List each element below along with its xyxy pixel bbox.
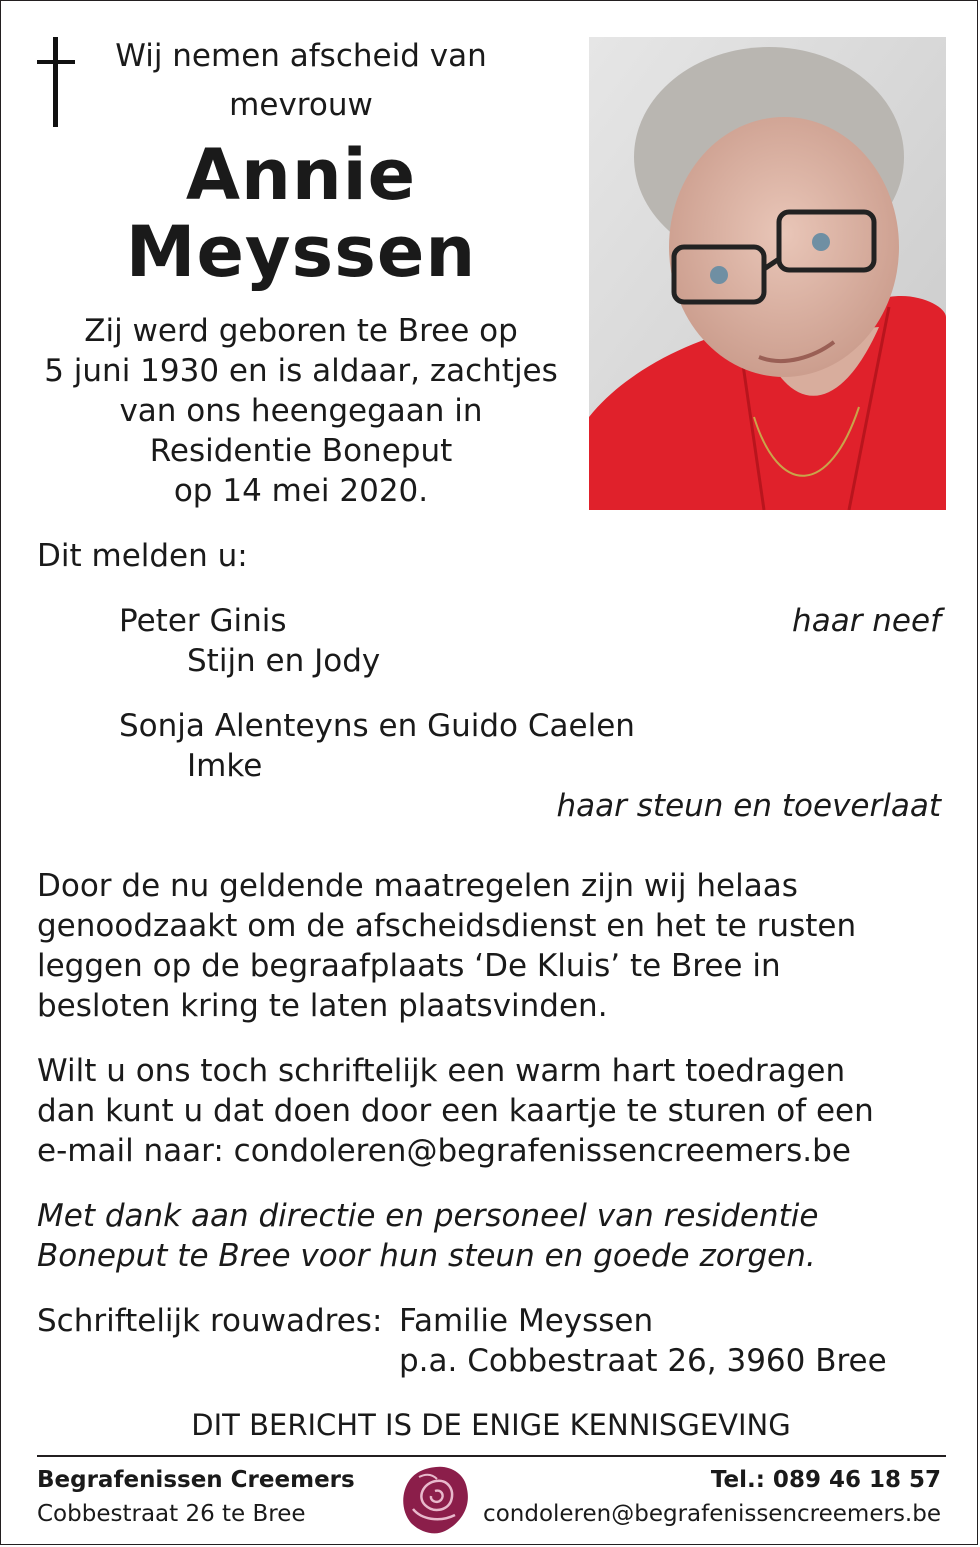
rose-logo-icon	[399, 1463, 473, 1539]
address-line: Familie Meyssen	[399, 1303, 654, 1339]
paragraph-line: leggen op de begraafplaats ‘De Kluis’ te Bree in	[37, 948, 781, 984]
paragraph-line: Wilt u ons toch schriftelijk een warm hart toedragen	[37, 1053, 846, 1089]
deceased-last-name: Meyssen	[125, 211, 477, 293]
funeral-home-name: Begrafenissen Creemers	[37, 1467, 355, 1493]
address-label: Schriftelijk rouwadres:	[37, 1303, 383, 1339]
portrait-photo	[589, 37, 946, 510]
family-relation: haar steun en toeverlaat	[556, 788, 941, 824]
family-member: Peter Ginis	[119, 603, 287, 639]
thanks-line: Boneput te Bree voor hun steun en goede zorgen.	[37, 1238, 816, 1274]
family-member: Sonja Alenteyns en Guido Caelen	[119, 708, 635, 744]
header-line-2: mevrouw	[229, 87, 373, 123]
intro-line: op 14 mei 2020.	[173, 473, 429, 509]
family-relation: haar neef	[792, 603, 941, 639]
paragraph-line: Door de nu geldende maatregelen zijn wij helaas	[37, 868, 798, 904]
paragraph-line: besloten kring te laten plaatsvinden.	[37, 988, 608, 1024]
paragraph-line: genoodzaakt om de afscheidsdienst en het te rusten	[37, 908, 857, 944]
intro-line: van ons heengegaan in	[119, 393, 483, 429]
announce-text: Dit melden u:	[37, 538, 248, 574]
funeral-home-street: Cobbestraat 26 te Bree	[37, 1501, 306, 1527]
intro-line: Zij werd geboren te Bree op	[84, 313, 518, 349]
footer-divider	[37, 1455, 946, 1457]
funeral-home-email: condoleren@begrafenissencreemers.be	[483, 1501, 941, 1527]
deceased-first-name: Annie	[185, 134, 417, 216]
family-member: Imke	[187, 748, 263, 784]
funeral-home-phone: Tel.: 089 46 18 57	[710, 1467, 941, 1493]
thanks-line: Met dank aan directie en personeel van residentie	[37, 1198, 819, 1234]
notice-text: DIT BERICHT IS DE ENIGE KENNISGEVING	[191, 1408, 791, 1442]
intro-line: Residentie Boneput	[149, 433, 453, 469]
address-line: p.a. Cobbestraat 26, 3960 Bree	[399, 1343, 887, 1379]
family-member: Stijn en Jody	[187, 643, 381, 679]
header-line-1: Wij nemen afscheid van	[115, 38, 487, 74]
paragraph-line: dan kunt u dat doen door een kaartje te sturen of een	[37, 1093, 874, 1129]
intro-line: 5 juni 1930 en is aldaar, zachtjes	[44, 353, 558, 389]
paragraph-line: e-mail naar: condoleren@begrafenissencreemers.be	[37, 1133, 851, 1169]
